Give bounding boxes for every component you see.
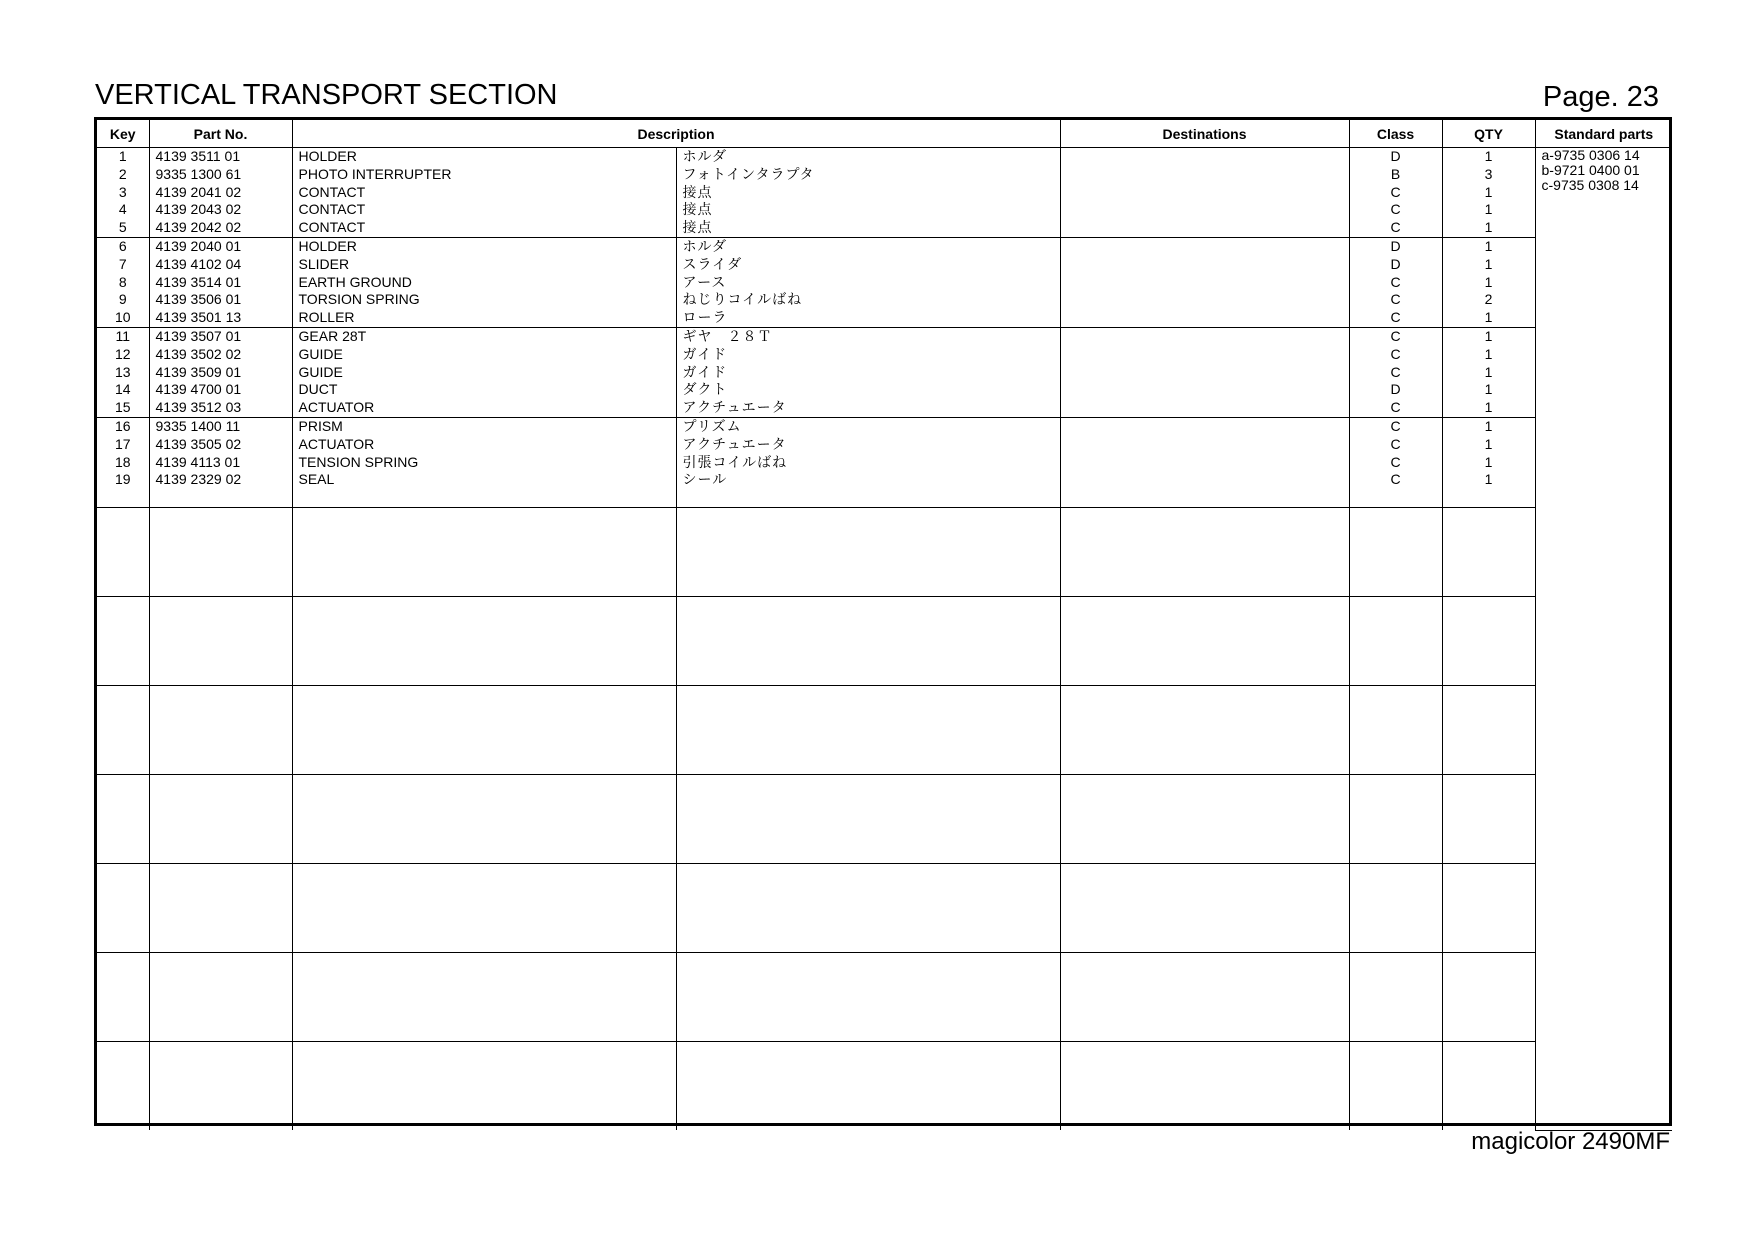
empty-cell (1442, 597, 1535, 686)
cell-value: アース (682, 273, 727, 290)
table-row-group (97, 418, 1672, 508)
cell-value: 1 (1484, 309, 1493, 326)
part-no-cell (149, 148, 292, 238)
cell-value: ねじりコイルばね (682, 291, 803, 308)
cell-value: 1 (1484, 273, 1493, 290)
cell-value: C (1390, 453, 1401, 470)
cell-value: 4139 3507 01 (155, 328, 242, 344)
empty-cell (1349, 864, 1442, 953)
empty-cell (676, 508, 1060, 597)
cell-value: 1 (118, 148, 127, 164)
cell-value: 4139 3511 01 (155, 148, 241, 164)
empty-cell (97, 953, 149, 1042)
cell-value: 4139 3505 02 (155, 435, 242, 452)
page-number: Page. 23 (1542, 81, 1659, 113)
empty-cell (1349, 597, 1442, 686)
key-cell (97, 418, 149, 508)
cell-value: D (1390, 148, 1401, 164)
empty-cell (1060, 953, 1349, 1042)
empty-row-block (97, 508, 1672, 597)
cell-value: 1 (1484, 255, 1493, 272)
empty-cell (149, 953, 292, 1042)
cell-value: 16 (114, 418, 131, 434)
cell-value: D (1390, 238, 1401, 254)
cell-value: ガイド (682, 363, 728, 380)
cell-value: 3 (118, 183, 127, 200)
cell-value: GUIDE (298, 363, 343, 380)
cell-value: C (1390, 183, 1401, 200)
empty-cell (676, 953, 1060, 1042)
destinations-cell (1060, 148, 1349, 238)
cell-value: 3 (1484, 165, 1493, 182)
part-no-cell (149, 418, 292, 508)
empty-cell (149, 686, 292, 775)
description-jp-cell (676, 418, 1060, 508)
cell-value: C (1390, 219, 1401, 236)
empty-cell (97, 508, 149, 597)
table-header-row (97, 120, 1672, 148)
cell-value: C (1390, 273, 1401, 290)
cell-value: B (1390, 165, 1401, 182)
description-jp-cell (676, 328, 1060, 418)
part-no-cell (149, 238, 292, 328)
cell-value: DUCT (298, 381, 338, 398)
empty-cell (1060, 597, 1349, 686)
cell-value: プリズム (682, 418, 742, 434)
col-header-destinations: Destinations (1060, 120, 1349, 148)
empty-cell (1060, 508, 1349, 597)
destinations-cell (1060, 418, 1349, 508)
empty-cell (149, 864, 292, 953)
cell-value: C (1390, 291, 1401, 308)
empty-cell (97, 597, 149, 686)
cell-value: 4139 3512 03 (155, 399, 242, 416)
cell-value: 4139 3514 01 (155, 273, 242, 290)
cell-value: 2 (118, 165, 127, 182)
cell-value: PRISM (298, 418, 343, 434)
cell-value: 9335 1400 11 (155, 418, 241, 434)
cell-value: C (1390, 363, 1401, 380)
cell-value: 接点 (682, 201, 713, 218)
class-cell (1349, 418, 1442, 508)
cell-value: 4139 3502 02 (155, 345, 242, 362)
table-row-group (97, 238, 1672, 328)
col-header-standard-parts: Standard parts (1535, 120, 1672, 148)
empty-cell (1442, 686, 1535, 775)
cell-value: 4139 2041 02 (155, 183, 242, 200)
cell-value: 1 (1484, 471, 1493, 488)
description-en-cell (292, 328, 676, 418)
cell-value: ROLLER (298, 309, 355, 326)
empty-cell (1060, 775, 1349, 864)
empty-cell (1442, 953, 1535, 1042)
cell-value: ダクト (682, 381, 728, 398)
empty-cell (1349, 686, 1442, 775)
cell-value: HOLDER (298, 148, 357, 164)
cell-value: 4139 4102 04 (155, 255, 242, 272)
table-row-group (97, 328, 1672, 418)
standard-part-item: c-9735 0308 14 (1541, 177, 1639, 193)
empty-cell (1060, 1042, 1349, 1131)
cell-value: 1 (1484, 453, 1493, 470)
empty-cell (676, 775, 1060, 864)
part-no-cell (149, 328, 292, 418)
empty-cell (1442, 1042, 1535, 1131)
standard-parts-cell (1535, 148, 1672, 1131)
cell-value: 1 (1484, 183, 1493, 200)
empty-cell (676, 597, 1060, 686)
cell-value: 10 (114, 309, 131, 326)
cell-value: ローラ (682, 309, 728, 326)
cell-value: 1 (1484, 418, 1493, 434)
cell-value: 4139 3509 01 (155, 363, 242, 380)
qty-cell (1442, 328, 1535, 418)
qty-cell (1442, 418, 1535, 508)
description-jp-cell (676, 238, 1060, 328)
cell-value: 2 (1484, 291, 1493, 308)
empty-cell (149, 775, 292, 864)
empty-cell (1349, 953, 1442, 1042)
cell-value: GEAR 28T (298, 328, 367, 344)
empty-cell (1442, 775, 1535, 864)
cell-value: 4 (118, 201, 127, 218)
cell-value: 13 (114, 363, 131, 380)
col-header-qty: QTY (1442, 120, 1535, 148)
cell-value: SEAL (298, 471, 335, 488)
empty-cell (292, 1042, 676, 1131)
empty-cell (97, 1042, 149, 1131)
empty-row-block (97, 864, 1672, 953)
cell-value: EARTH GROUND (298, 273, 412, 290)
cell-value: C (1390, 201, 1401, 218)
cell-value: ホルダ (682, 238, 727, 254)
cell-value: 4139 3506 01 (155, 291, 242, 308)
empty-cell (292, 597, 676, 686)
cell-value: 4139 3501 13 (155, 309, 242, 326)
empty-row-block (97, 597, 1672, 686)
empty-row-block (97, 775, 1672, 864)
description-en-cell (292, 238, 676, 328)
cell-value: ガイド (682, 345, 728, 362)
parts-table (97, 120, 1672, 1131)
key-cell (97, 328, 149, 418)
empty-cell (97, 686, 149, 775)
cell-value: 1 (1484, 238, 1493, 254)
cell-value: CONTACT (298, 183, 366, 200)
cell-value: 1 (1484, 345, 1493, 362)
cell-value: C (1390, 435, 1401, 452)
cell-value: 1 (1484, 399, 1493, 416)
model-name: magicolor 2490MF (1471, 1128, 1670, 1155)
cell-value: 7 (118, 255, 127, 272)
standard-part-item: a-9735 0306 14 (1541, 147, 1640, 163)
cell-value: C (1390, 328, 1401, 344)
empty-cell (1349, 1042, 1442, 1131)
cell-value: 9335 1300 61 (155, 165, 242, 182)
empty-cell (676, 686, 1060, 775)
description-en-cell (292, 418, 676, 508)
cell-value: ホルダ (682, 148, 727, 164)
cell-value: TORSION SPRING (298, 291, 420, 308)
cell-value: PHOTO INTERRUPTER (298, 165, 452, 182)
destinations-cell (1060, 328, 1349, 418)
empty-cell (1349, 775, 1442, 864)
cell-value: 11 (115, 328, 131, 344)
cell-value: 1 (1484, 328, 1493, 344)
cell-value: CONTACT (298, 201, 366, 218)
cell-value: HOLDER (298, 238, 357, 254)
cell-value: 5 (118, 219, 127, 236)
cell-value: 15 (114, 399, 131, 416)
empty-cell (97, 864, 149, 953)
empty-cell (149, 597, 292, 686)
key-cell (97, 148, 149, 238)
cell-value: 1 (1484, 381, 1493, 398)
col-header-key: Key (97, 120, 149, 148)
cell-value: C (1390, 471, 1401, 488)
cell-value: CONTACT (298, 219, 366, 236)
key-cell (97, 238, 149, 328)
cell-value: C (1390, 399, 1401, 416)
cell-value: 12 (114, 345, 131, 362)
standard-part-item: b-9721 0400 01 (1541, 162, 1640, 178)
empty-cell (149, 508, 292, 597)
cell-value: 17 (114, 435, 131, 452)
empty-cell (292, 508, 676, 597)
empty-row-block (97, 686, 1672, 775)
empty-cell (292, 775, 676, 864)
description-jp-cell (676, 148, 1060, 238)
cell-value: 19 (114, 471, 131, 488)
cell-value: TENSION SPRING (298, 453, 419, 470)
empty-cell (292, 864, 676, 953)
cell-value: 4139 4700 01 (155, 381, 242, 398)
cell-value: 4139 2043 02 (155, 201, 242, 218)
cell-value: 接点 (682, 219, 713, 236)
empty-cell (149, 1042, 292, 1131)
table-body (97, 148, 1672, 1131)
cell-value: ACTUATOR (298, 399, 375, 416)
cell-value: C (1390, 418, 1401, 434)
cell-value: 18 (114, 453, 131, 470)
cell-value: 1 (1484, 201, 1493, 218)
empty-cell (1442, 508, 1535, 597)
cell-value: 6 (118, 238, 127, 254)
empty-cell (1349, 508, 1442, 597)
cell-value: 4139 2329 02 (155, 471, 242, 488)
empty-row-block (97, 953, 1672, 1042)
cell-value: 4139 2040 01 (155, 238, 242, 254)
cell-value: D (1390, 255, 1401, 272)
col-header-class: Class (1349, 120, 1442, 148)
cell-value: 14 (114, 381, 131, 398)
cell-value: フォトインタラプタ (682, 165, 815, 182)
class-cell (1349, 238, 1442, 328)
class-cell (1349, 328, 1442, 418)
cell-value: 4139 2042 02 (155, 219, 242, 236)
cell-value: 1 (1484, 219, 1493, 236)
cell-value: 1 (1484, 148, 1493, 164)
destinations-cell (1060, 238, 1349, 328)
cell-value: D (1390, 381, 1401, 398)
cell-value: 9 (118, 291, 127, 308)
cell-value: アクチュエータ (682, 399, 787, 416)
cell-value: 1 (1484, 435, 1493, 452)
description-en-cell (292, 148, 676, 238)
cell-value: 引張コイルばね (682, 453, 788, 470)
cell-value: C (1390, 345, 1401, 362)
cell-value: スライダ (682, 255, 743, 272)
qty-cell (1442, 238, 1535, 328)
cell-value: SLIDER (298, 255, 350, 272)
empty-cell (1060, 864, 1349, 953)
cell-value: 8 (118, 273, 127, 290)
cell-value: 接点 (682, 183, 713, 200)
section-title: VERTICAL TRANSPORT SECTION (95, 79, 558, 111)
empty-cell (1060, 686, 1349, 775)
cell-value: 1 (1484, 363, 1493, 380)
empty-row-block (97, 1042, 1672, 1131)
empty-cell (97, 775, 149, 864)
empty-cell (676, 1042, 1060, 1131)
col-header-description: Description (292, 120, 1060, 148)
cell-value: アクチュエータ (682, 435, 787, 452)
empty-cell (676, 864, 1060, 953)
empty-cell (292, 686, 676, 775)
cell-value: GUIDE (298, 345, 343, 362)
cell-value: ギヤ ２８Ｔ (682, 328, 773, 344)
cell-value: シール (682, 471, 728, 488)
cell-value: ACTUATOR (298, 435, 375, 452)
table-row-group (97, 148, 1672, 238)
cell-value: C (1390, 309, 1401, 326)
col-header-part-no: Part No. (149, 120, 292, 148)
parts-sheet (94, 117, 1672, 1126)
class-cell (1349, 148, 1442, 238)
empty-cell (292, 953, 676, 1042)
qty-cell (1442, 148, 1535, 238)
cell-value: 4139 4113 01 (155, 453, 241, 470)
empty-cell (1442, 864, 1535, 953)
